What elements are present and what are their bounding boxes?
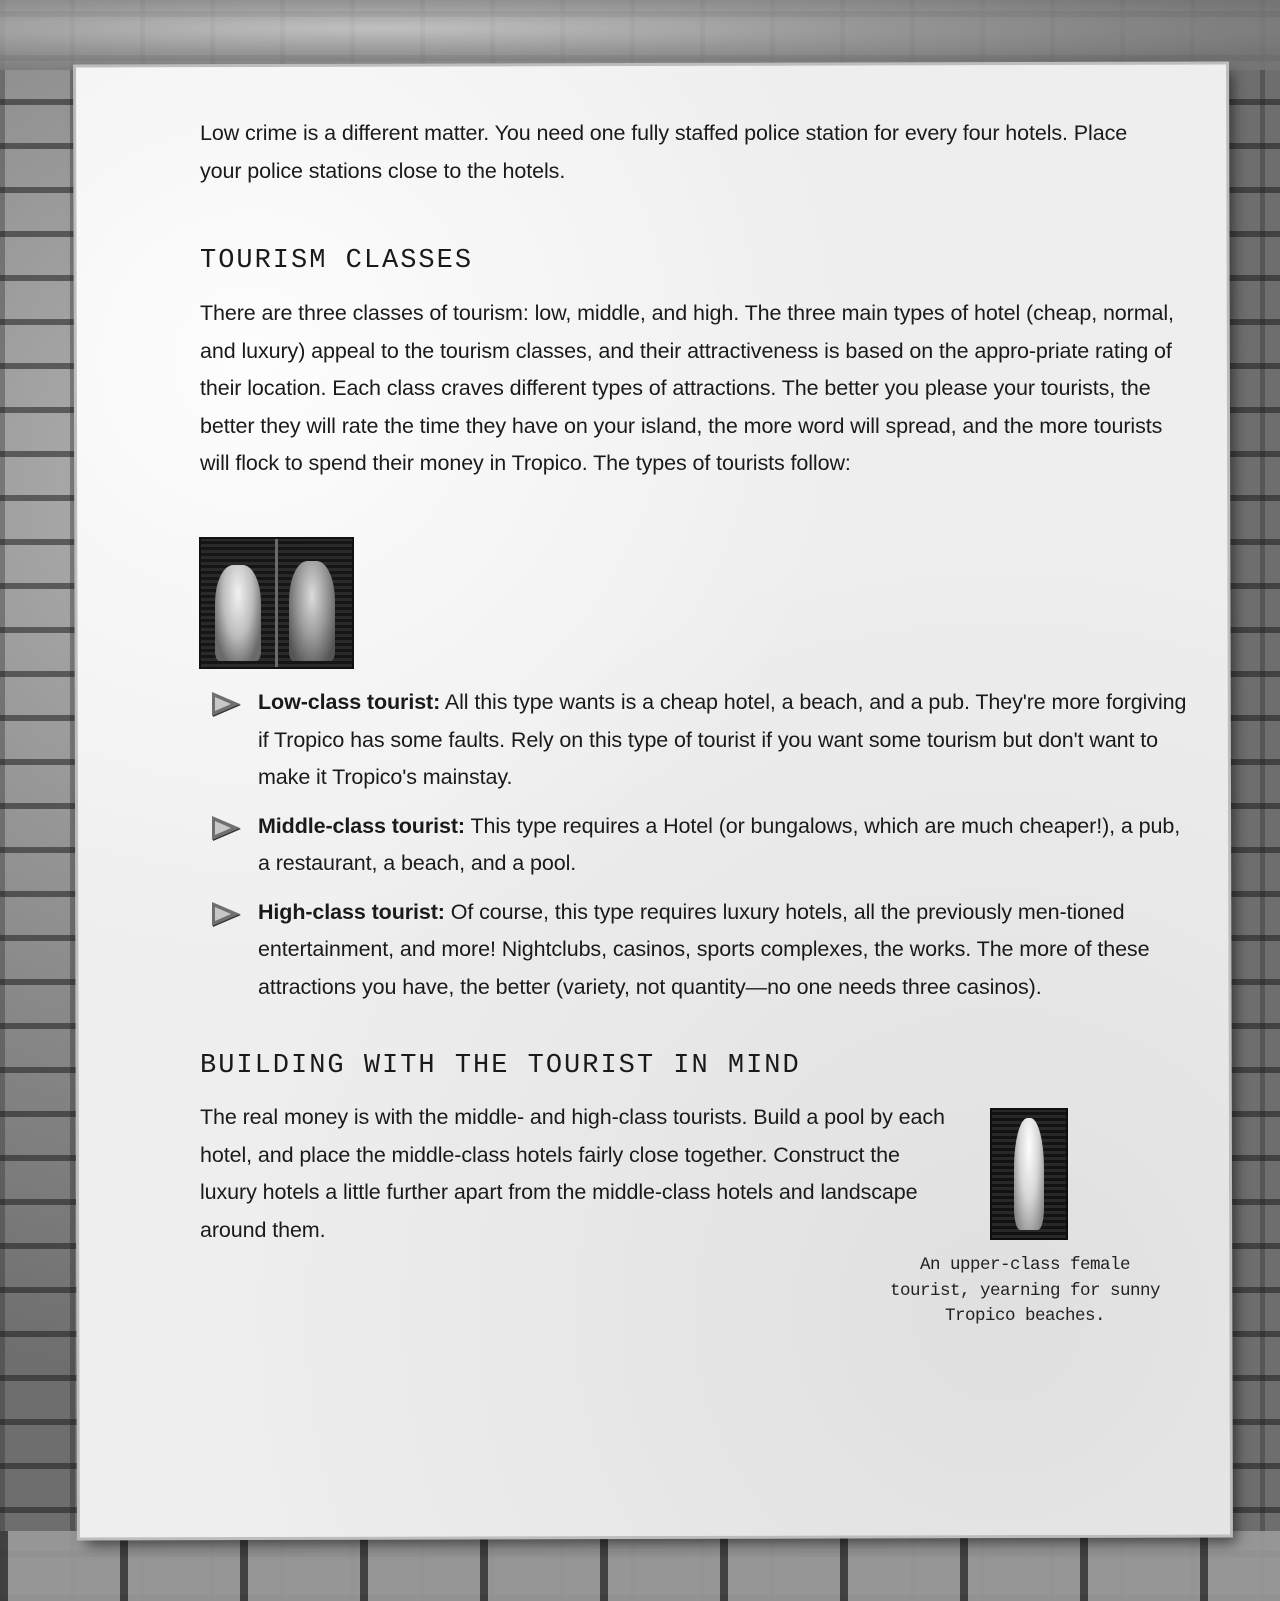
low-class-tourists-image: [199, 537, 354, 669]
arrow-bullet-icon: [212, 816, 240, 840]
bullet-text: This type requires a Hotel (or bungalows, which are much cheaper!), a pub, a restaurant, a beach, and a pool.: [258, 813, 1181, 875]
female-tourist-figure: [1014, 1118, 1044, 1230]
tourist-figure-left: [215, 565, 261, 661]
tourism-classes-paragraph: There are three classes of tourism: low, middle, and high. The three main types of hotel (cheap, normal, and luxury) appeal to the tourism classes, and their attractiveness is based on the appro-priate rating of their location. Each class craves different types of attractions. The better you please your tourists, the better they will rate the time they have on your island, the more word will spread, and the more tourists will flock to spend their money in Tropico. The types of tourists follow:: [200, 301, 1174, 475]
tourism-classes-heading: TOURISM CLASSES: [200, 246, 474, 276]
arrow-bullet-icon: [212, 692, 240, 716]
wall-bottom-texture: [0, 1531, 1280, 1601]
image-caption: An upper-class female tourist, yearning for sunny Tropico beaches.: [889, 1255, 1161, 1326]
bullet-text: Of course, this type requires luxury hotels, all the previously men-tioned entertainment, and more! Nightclubs, casinos, sports complexes, the works. The more of these attractions you have, the better (variety, not quantity—no one needs three casinos).: [258, 899, 1150, 999]
tourist-figure-right: [289, 561, 335, 661]
wall-top-texture: [0, 0, 1280, 70]
bullet-title: Middle-class tourist:: [258, 813, 465, 838]
bullet-title: High-class tourist:: [258, 899, 445, 924]
arrow-bullet-icon: [212, 902, 240, 926]
building-heading: BUILDING WITH THE TOURIST IN MIND: [200, 1051, 801, 1081]
bullet-text: All this type wants is a cheap hotel, a beach, and a pub. They're more forgiving if Tropico has some faults. Rely on this type of tourist if you want some tourism but don't want to make it Tropico's mainstay.: [258, 690, 1187, 789]
bullet-title: Low-class tourist:: [258, 690, 441, 714]
intro-paragraph: Low crime is a different matter. You need one fully staffed police station for every four hotels. Place your police stations close to the hotels.: [200, 121, 1128, 183]
building-paragraph: The real money is with the middle- and high-class tourists. Build a pool by each hotel, and place the middle-class hotels fairly close together. Construct the luxury hotels a little further apart from the middle-class hotels and landscape around them.: [200, 1105, 945, 1242]
list-item-middle-class: [200, 808, 1190, 883]
tourist-types-list: [200, 684, 1190, 1017]
female-tourist-image: [990, 1108, 1068, 1240]
list-item-low-class: [200, 684, 1190, 797]
list-item-high-class: [200, 894, 1190, 1007]
